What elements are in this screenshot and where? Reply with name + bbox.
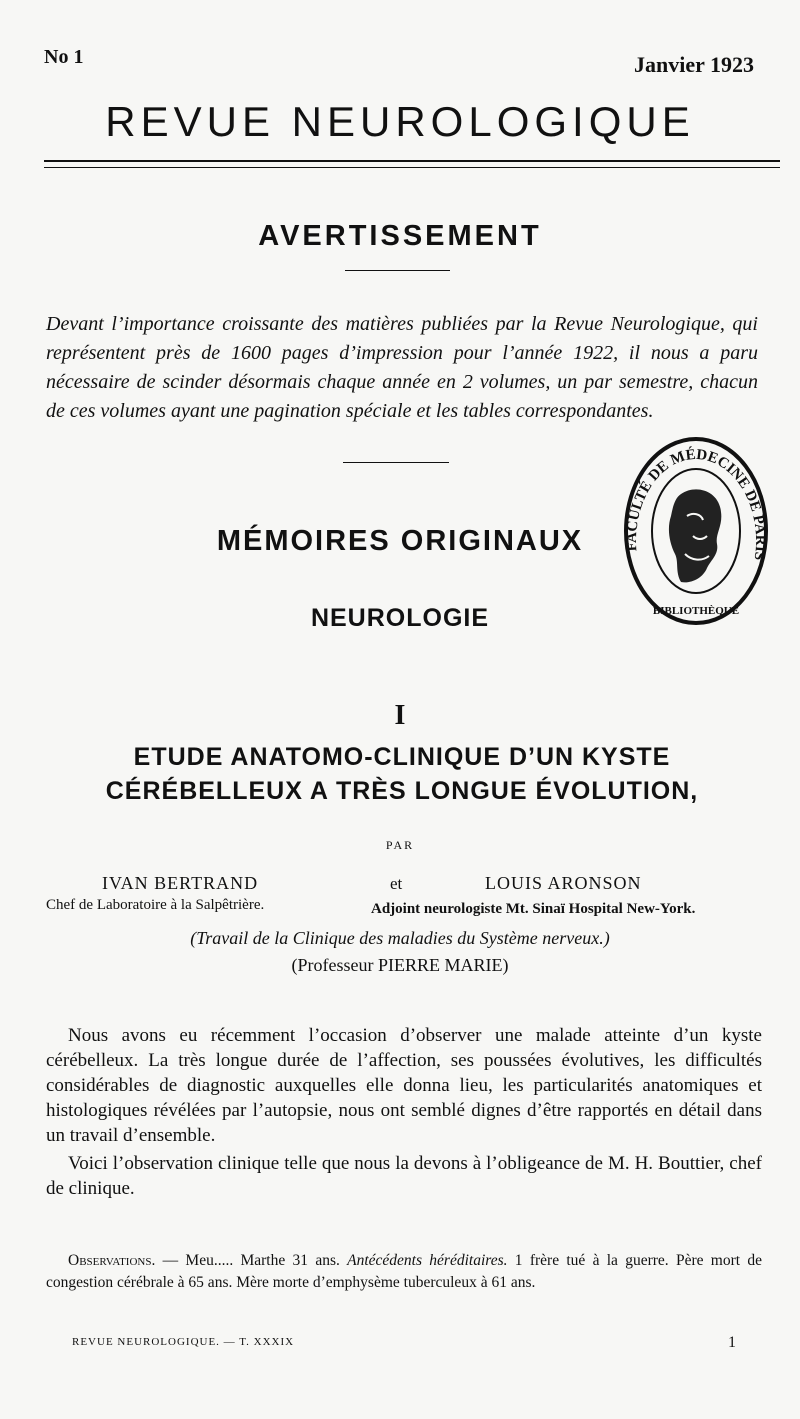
notice-text: Devant l’importance croissante des matières publiées par la Revue Neurologique, qui représentent près de 1600 pages d’impression pour l’année 1922, il nous a paru nécessaire de scinder désormais chaque année en 2 volumes, un par semestre, chacun de ces volumes ayant une pagination spéciale et les tables correspondantes.: [46, 313, 758, 422]
title-rule-thick: [44, 160, 780, 162]
section-subheading: NEUROLOGIE: [310, 604, 490, 632]
issue-number: No 1: [44, 46, 84, 68]
title-rule-thin: [44, 167, 780, 168]
notice-divider: [345, 270, 450, 271]
page-number: 1: [728, 1334, 736, 1351]
section-divider: [343, 462, 449, 463]
observation-text: 1 frère tué à la guerre. Père mort de congestion cérébrale à 65 ans. Mère morte d’emphysème tuberculeux à 61 ans.: [46, 1252, 762, 1291]
journal-title: REVUE NEUROLOGIQUE: [105, 98, 695, 145]
body-paragraph: Nous avons eu récemment l’occasion d’observer une malade atteinte d’un kyste cérébelleux. La très longue durée de l’affection, ses poussées évolutives, les difficultés considérables de diagnostic auxquelles elle donna lieu, les particularités anatomiques et histologiques révélées par l’autopsie, nous ont semblé dignes d’être rapportés en détail dans un travail d’ensemble.: [46, 1025, 762, 1146]
footer-journal-volume: REVUE NEUROLOGIQUE. — T. XXXIX: [72, 1336, 295, 1348]
author-conjunction: et: [390, 874, 403, 893]
author-2-name: LOUIS ARONSON: [485, 873, 642, 893]
professor-note: (Professeur PIERRE MARIE): [291, 955, 509, 975]
svg-text:FACULTÉ DE MÉDECINE DE PARIS: FACULTÉ DE MÉDECINE DE PARIS: [623, 446, 769, 562]
observation-subheading: Antécédents héréditaires.: [347, 1252, 508, 1269]
svg-text:BIBLIOTHÈQUE: BIBLIOTHÈQUE: [652, 605, 740, 617]
observation-paragraph: [46, 1250, 762, 1294]
issue-date: Janvier 1923: [634, 52, 754, 77]
body-paragraph: Voici l’observation clinique telle que nous la devons à l’obligeance de M. H. Bouttier, chef de clinique.: [46, 1153, 762, 1199]
author-2-affiliation: Adjoint neurologiste Mt. Sinaï Hospital New-York.: [371, 901, 696, 917]
observation-label: Observations.: [68, 1252, 156, 1269]
section-heading: MÉMOIRES ORIGINAUX: [216, 525, 584, 557]
article-numeral: I: [394, 700, 406, 731]
article-title: ETUDE ANATOMO-CLINIQUE D’UN KYSTE CÉRÉBELLEUX A TRÈS LONGUE ÉVOLUTION,: [105, 743, 699, 805]
byline-par: PAR: [385, 838, 415, 852]
article-body: [46, 1023, 762, 1204]
author-1-affiliation: Chef de Laboratoire à la Salpêtrière.: [46, 897, 265, 913]
author-1-name: IVAN BERTRAND: [102, 873, 259, 893]
observation-text: — Meu..... Marthe 31 ans.: [155, 1252, 348, 1269]
notice-heading: AVERTISSEMENT: [258, 220, 542, 252]
institution-note: (Travail de la Clinique des maladies du Système nerveux.): [190, 928, 610, 948]
